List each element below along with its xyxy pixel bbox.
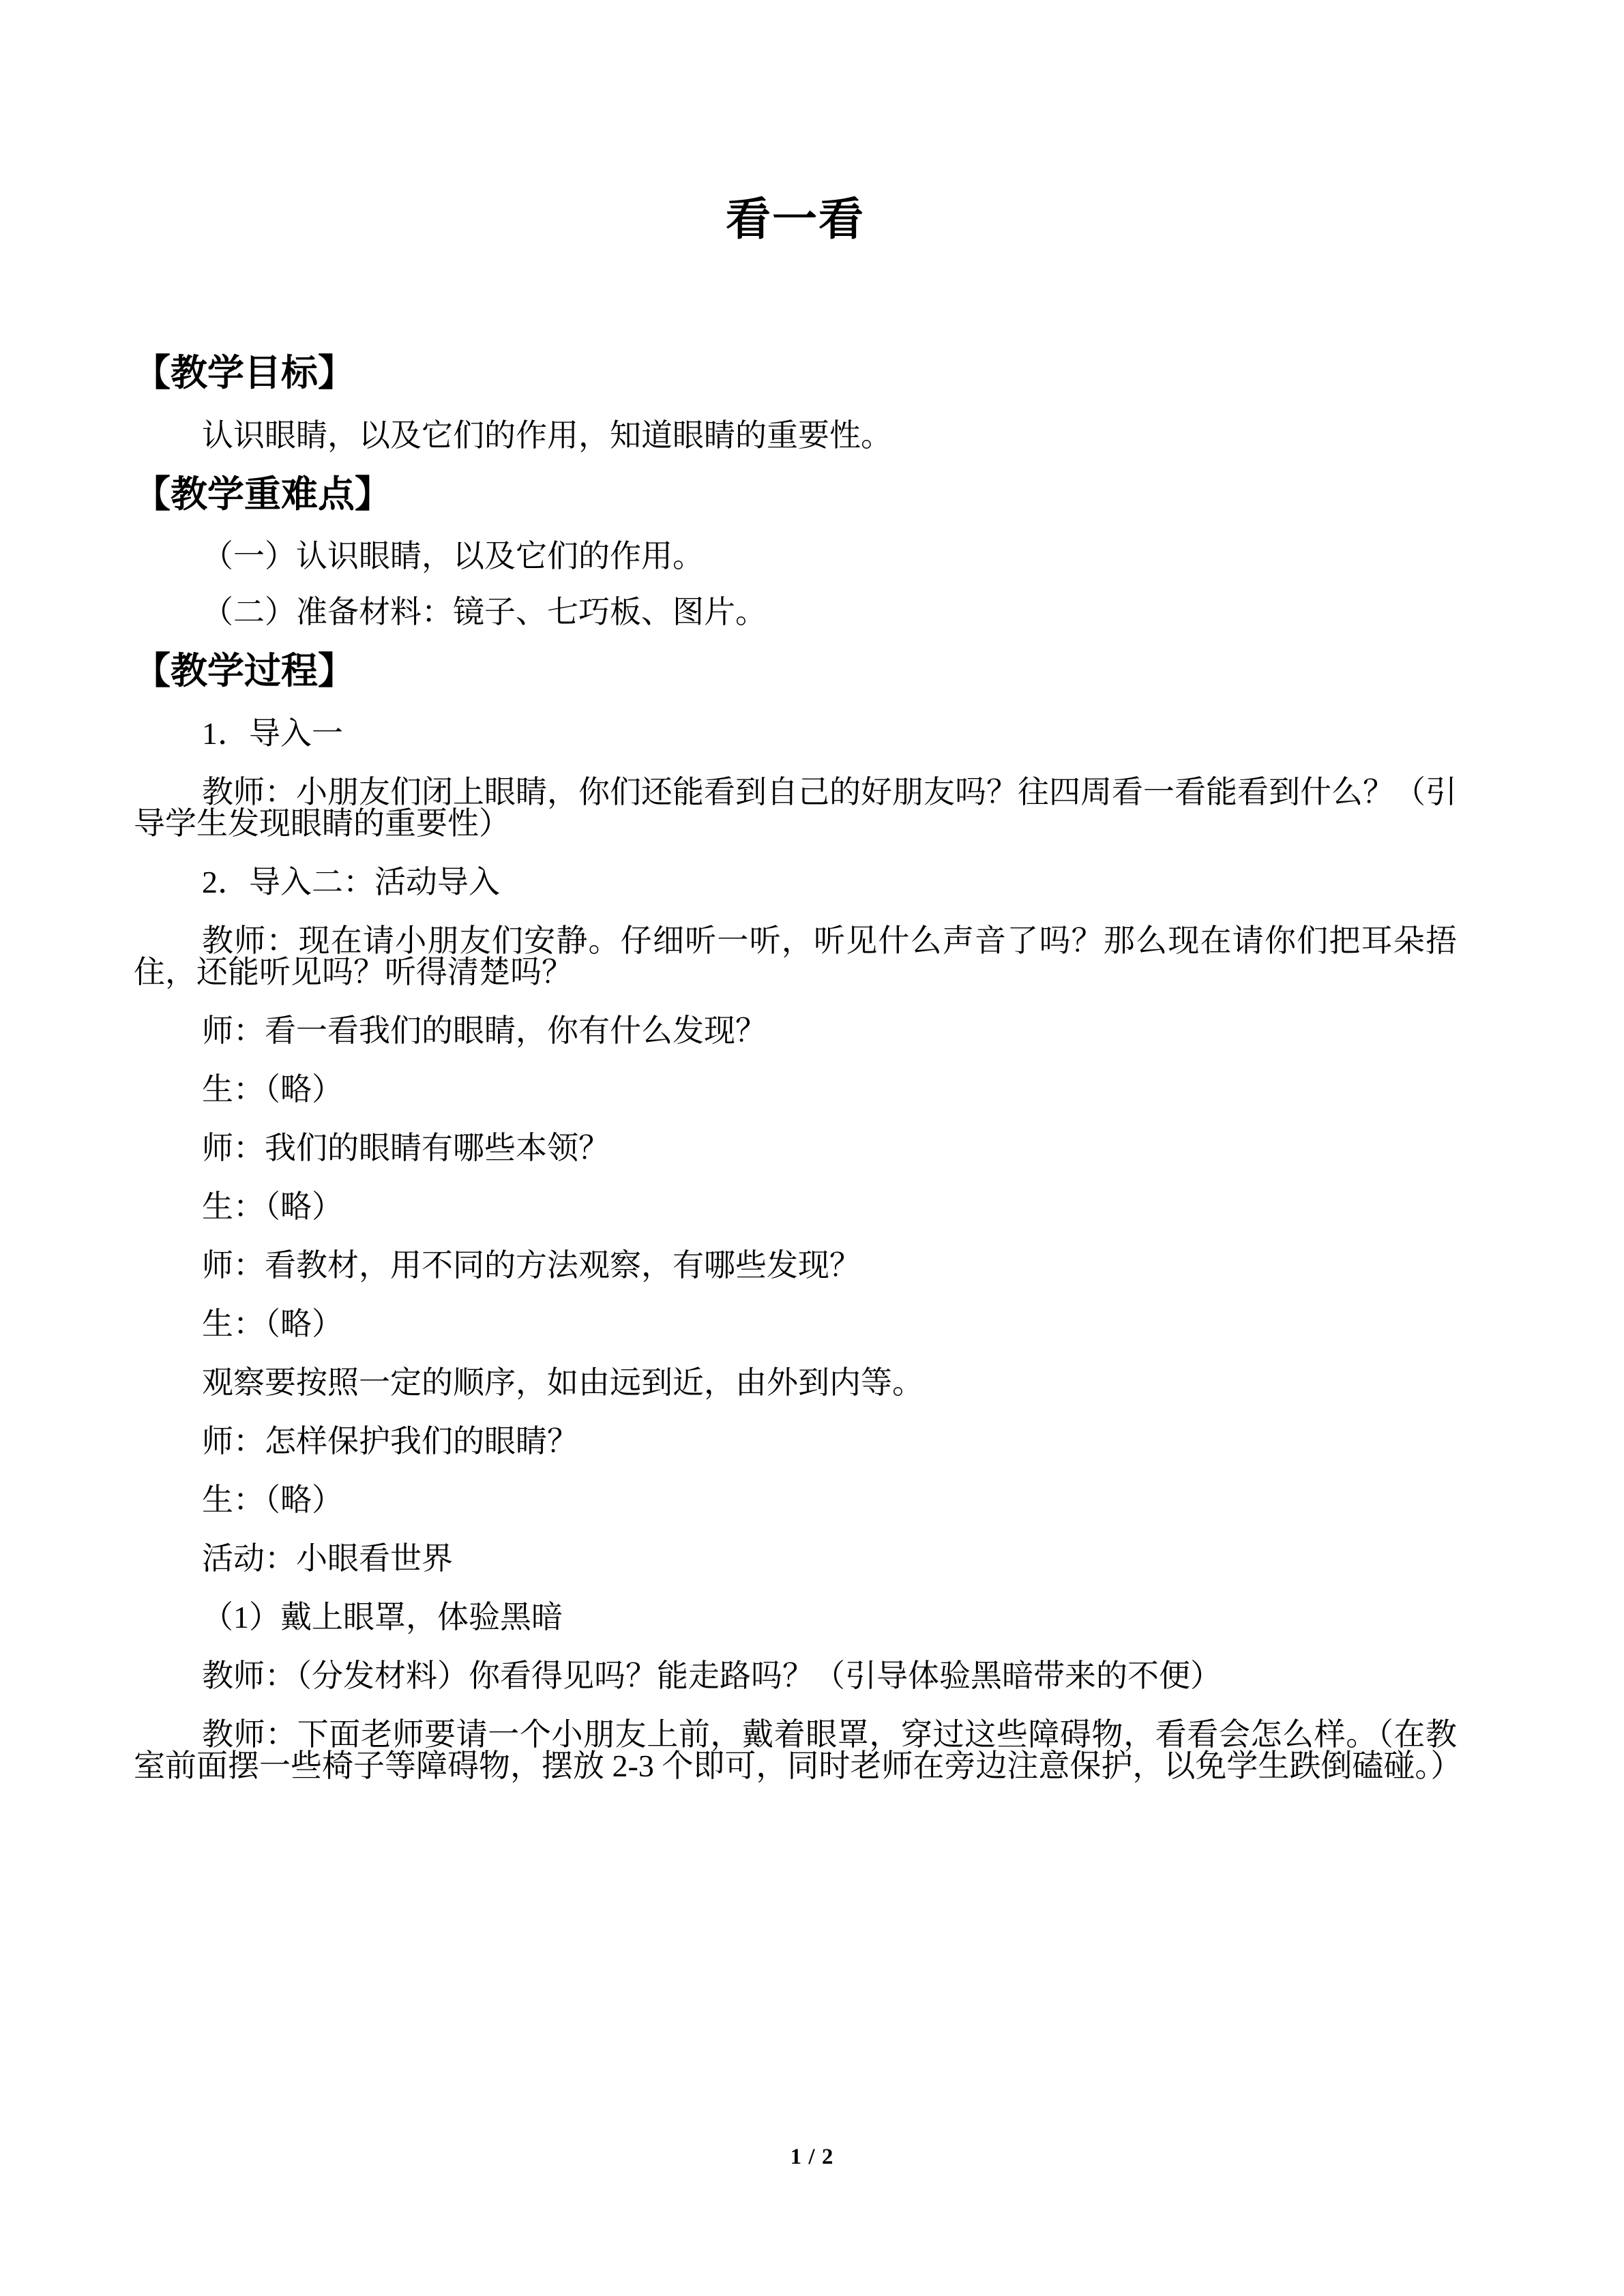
spacer [134,1633,1457,1660]
process-step-1-label: 1．导入一 [202,715,343,751]
spacer [134,1457,1457,1485]
spacer [134,397,1457,420]
spacer [134,1340,1457,1367]
spacer [134,898,1457,925]
process-teacher-line-2: 教师：现在请小朋友们安静。仔细听一听，听见什么声音了吗？那么现在请你们把耳朵捂住，还能听见吗？听得清楚吗？ [134,923,1457,989]
process-step-2-label: 2．导入二：活动导入 [202,864,500,899]
spacer [134,1164,1457,1191]
spacer [134,695,1457,718]
key-points-item-2: （二）准备材料：镜子、七巧板、图片。 [202,595,767,629]
key-points-item-1: （一）认识眼睛，以及它们的作用。 [202,539,704,573]
spacer [134,1692,1457,1719]
dialogue-teacher-1: 师：看一看我们的眼睛，你有什么发现？ [202,1013,767,1048]
spacer [134,243,1457,351]
dialogue-student-3: 生：（略） [202,1306,343,1341]
spacer [134,988,1457,1015]
spacer [134,518,1457,541]
page-footer: 1 / 2 [790,2145,834,2169]
section-heading-objectives: 【教学目标】 [134,353,355,393]
dialogue-teacher-3: 师：看教材，用不同的方法观察，有哪些发现？ [202,1247,861,1283]
section-heading-process: 【教学过程】 [134,651,355,691]
activity-step-1: （1）戴上眼罩，体验黑暗 [202,1599,563,1635]
activity-title: 活动：小眼看世界 [202,1540,453,1576]
page-title: 看一看 [726,195,865,245]
dialogue-student-1: 生：（略） [202,1071,343,1107]
dialogue-teacher-2: 师：我们的眼睛有哪些本领？ [202,1130,610,1165]
spacer [134,572,1457,597]
dialogue-teacher-4: 师：怎样保护我们的眼睛？ [202,1423,578,1459]
spacer [134,628,1457,648]
dialogue-student-2: 生：（略） [202,1189,343,1224]
document-body [134,0,1462,1783]
activity-teacher-line-2: 教师：下面老师要请一个小朋友上前，戴着眼罩，穿过这些障碍物，看看会怎么样。（在教室前面摆一些椅子等障碍物，摆放 2-3 个即可，同时老师在旁边注意保护，以免学生跌倒磕碰。） [134,1716,1462,1783]
dialogue-student-4: 生：（略） [202,1482,343,1517]
spacer [134,839,1457,867]
observation-note: 观察要按照一定的顺序，如由远到近，由外到内等。 [202,1365,924,1400]
spacer [134,1399,1457,1426]
section-heading-key-points: 【教学重难点】 [134,473,392,515]
spacer [134,1223,1457,1250]
spacer [134,1047,1457,1074]
activity-teacher-line-1: 教师：（分发材料）你看得见吗？能走路吗？（引导体验黑暗带来的不便） [202,1658,1222,1693]
spacer [134,749,1457,777]
spacer [134,1105,1457,1133]
process-teacher-line-1: 教师：小朋友们闭上眼睛，你们还能看到自己的好朋友吗？往四周看一看能看到什么？（引导学生发现眼睛的重要性） [134,774,1457,841]
objectives-paragraph: 认识眼睛，以及它们的作用，知道眼睛的重要性。 [202,417,892,453]
spacer [134,1516,1457,1543]
spacer [134,451,1457,472]
spacer [134,1281,1457,1309]
spacer [134,1575,1457,1602]
